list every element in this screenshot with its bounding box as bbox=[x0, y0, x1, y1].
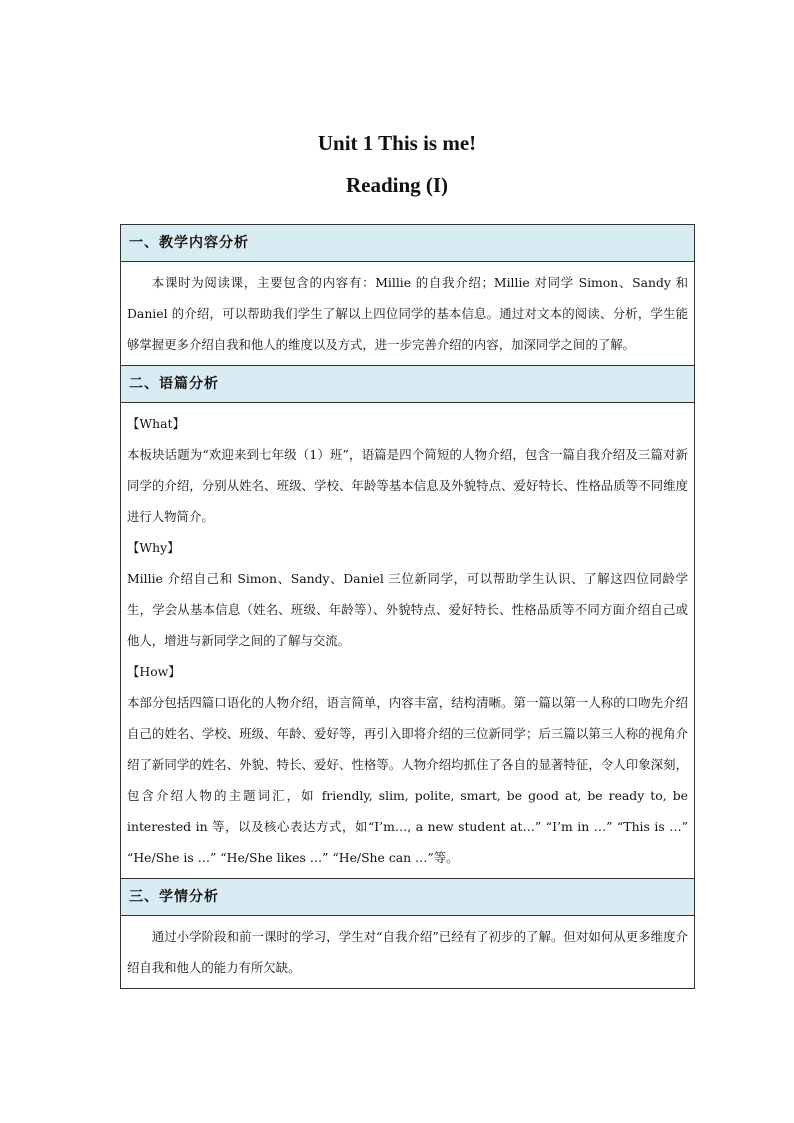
how-text: 本部分包括四篇口语化的人物介绍，语言简单，内容丰富，结构清晰。第一篇以第一人称的口吻先介绍自己的姓名、学校、班级、年龄、爱好等，再引入即将介绍的三位新同学；后三篇以第三人称的视角介绍了新同学的姓名、外貌、特长、爱好、性格等。人物介绍均抓住了各自的显著特征，令人印象深刻，包含介绍人物的主题词汇，如 friendly, slim, polite, smart, be good at, be ready to, be interested in 等，以及核心表达方式，如“I’m…, a new student at…” “I’m in …” “This is …” “He/She is …” “He/She likes …” “He/She can …”等。 bbox=[127, 695, 688, 865]
section-heading-discourse-analysis: 二、语篇分析 bbox=[121, 366, 694, 403]
page-subtitle: Reading (I) bbox=[345, 173, 449, 197]
section-heading-learner-analysis: 三、学情分析 bbox=[121, 879, 694, 916]
lesson-table bbox=[120, 224, 695, 989]
page-title: Unit 1 This is me! bbox=[317, 131, 477, 155]
what-text: 本板块话题为“欢迎来到七年级（1）班”，语篇是四个简短的人物介绍，包含一篇自我介绍及三篇对新同学的介绍，分别从姓名、班级、学校、年龄等基本信息及外貌特点、爱好特长、性格品质等不同维度进行人物简介。 bbox=[127, 447, 688, 524]
why-tag: 【Why】 bbox=[127, 540, 180, 555]
what-tag: 【What】 bbox=[127, 416, 185, 431]
section-heading-content-analysis: 一、教学内容分析 bbox=[121, 225, 694, 262]
how-tag: 【How】 bbox=[127, 664, 181, 679]
content-analysis-text: 本课时为阅读课，主要包含的内容有：Millie 的自我介绍；Millie 对同学 Simon、Sandy 和 Daniel 的介绍，可以帮助我们学生了解以上四位同学的基本信息。通过对文本的阅读、分析，学生能够掌握更多介绍自我和他人的维度以及方式，进一步完善介绍的内容，加深同学之间的了解。 bbox=[121, 262, 694, 366]
why-text: Millie 介绍自己和 Simon、Sandy、Daniel 三位新同学，可以帮助学生认识、了解这四位同龄学生，学会从基本信息（姓名、班级、年龄等）、外貌特点、爱好特长、性格品质等不同方面介绍自己或他人，增进与新同学之间的了解与交流。 bbox=[127, 571, 688, 648]
discourse-analysis-body bbox=[121, 403, 694, 879]
learner-analysis-text: 通过小学阶段和前一课时的学习，学生对“自我介绍”已经有了初步的了解。但对如何从更多维度介绍自我和他人的能力有所欠缺。 bbox=[127, 929, 688, 975]
